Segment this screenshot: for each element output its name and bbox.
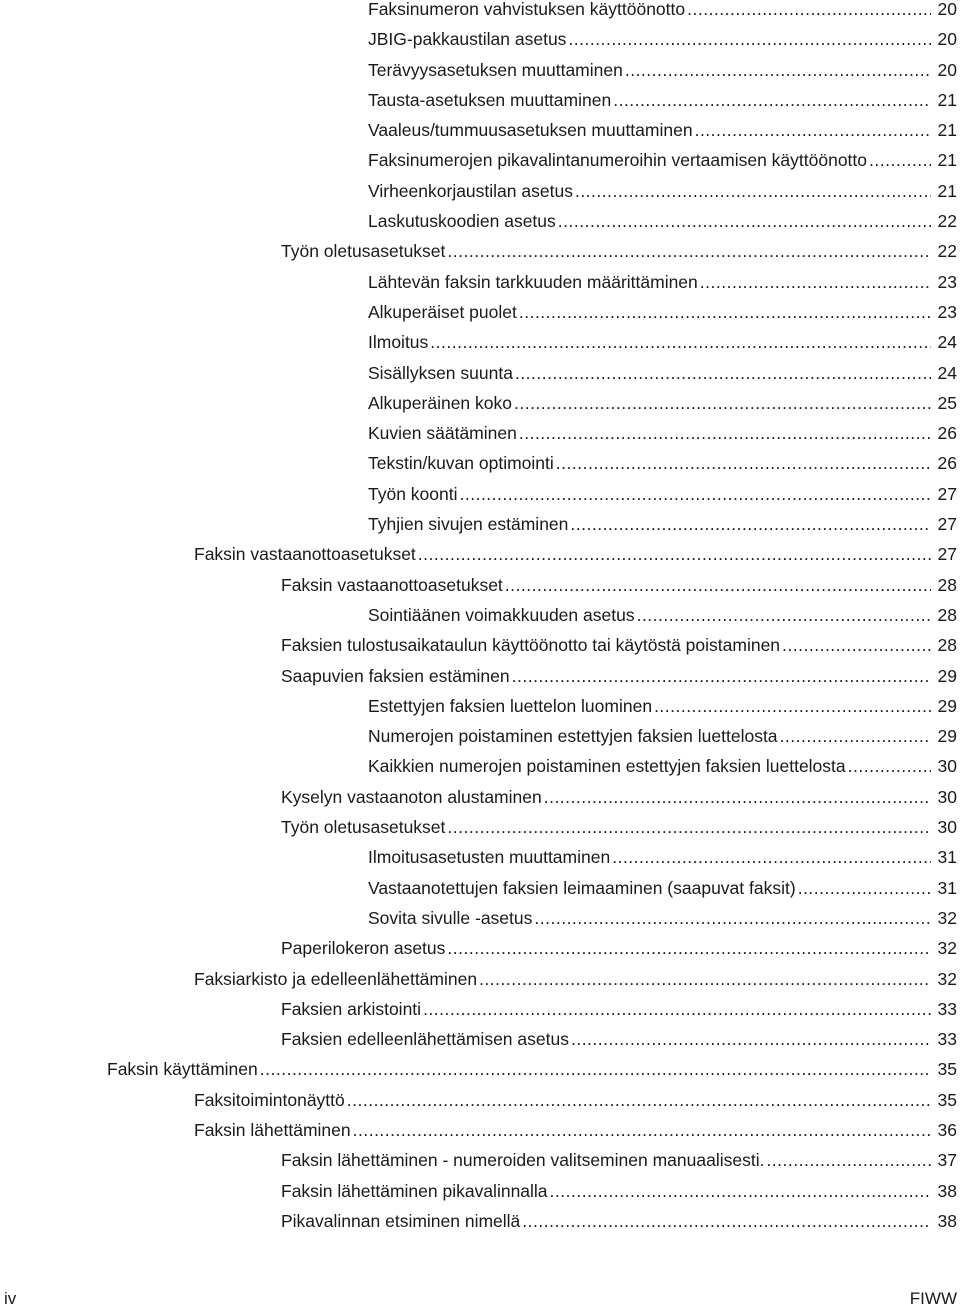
toc-entry[interactable] xyxy=(0,24,960,54)
toc-dot-leader xyxy=(430,327,931,357)
toc-entry[interactable] xyxy=(0,479,960,509)
toc-entry-title: Lähtevän faksin tarkkuuden määrittäminen xyxy=(368,271,698,292)
toc-entry-title: Faksin vastaanottoasetukset xyxy=(281,574,503,595)
toc-dot-leader xyxy=(423,994,931,1024)
toc-entry-page: 31 xyxy=(937,847,957,868)
toc-dot-leader xyxy=(571,1024,931,1054)
toc-entry-page: 37 xyxy=(937,1150,957,1171)
toc-entry[interactable] xyxy=(0,327,960,357)
toc-entry-page: 20 xyxy=(937,0,957,19)
toc-entry[interactable] xyxy=(0,903,960,933)
toc-dot-leader xyxy=(637,600,931,630)
toc-entry-page: 25 xyxy=(937,392,957,413)
toc-entry-title: Sointiäänen voimakkuuden asetus xyxy=(368,604,635,625)
toc-entry-title: Faksien arkistointi xyxy=(281,998,422,1019)
toc-entry[interactable] xyxy=(0,933,960,963)
toc-entry[interactable] xyxy=(0,812,960,842)
toc-dot-leader xyxy=(613,85,931,115)
toc-entry-page: 36 xyxy=(937,1119,957,1140)
toc-dot-leader xyxy=(353,1115,931,1145)
toc-dot-leader xyxy=(848,751,931,781)
toc-entry-title: Tyhjien sivujen estäminen xyxy=(368,514,569,535)
toc-entry[interactable] xyxy=(0,539,960,569)
toc-entry-page: 33 xyxy=(937,998,957,1019)
toc-entry-title: Alkuperäiset puolet xyxy=(368,301,517,322)
toc-entry[interactable] xyxy=(0,115,960,145)
toc-entry-page: 27 xyxy=(937,483,957,504)
toc-entry-page: 23 xyxy=(937,301,957,322)
toc-entry-title: Faksin lähettäminen xyxy=(194,1119,351,1140)
toc-entry-page: 24 xyxy=(937,362,957,383)
toc-dot-leader xyxy=(625,55,931,85)
toc-dot-leader xyxy=(654,691,931,721)
toc-dot-leader xyxy=(534,903,931,933)
toc-entry[interactable] xyxy=(0,751,960,781)
toc-dot-leader xyxy=(575,176,931,206)
toc-entry-title: Faksitoimintonäyttö xyxy=(194,1089,345,1110)
toc-dot-leader xyxy=(447,933,931,963)
toc-entry-page: 21 xyxy=(937,89,957,110)
footer-page-number: iv xyxy=(4,1289,17,1308)
toc-entry-title: Sovita sivulle -asetus xyxy=(368,907,533,928)
toc-entry-page: 27 xyxy=(937,514,957,535)
toc-entry[interactable] xyxy=(0,1176,960,1206)
toc-entry[interactable] xyxy=(0,630,960,660)
toc-entry[interactable] xyxy=(0,1024,960,1054)
toc-entry-title: Vaaleus/tummuusasetuksen muuttaminen xyxy=(368,120,693,141)
toc-entry-title: Estettyjen faksien luettelon luominen xyxy=(368,695,653,716)
toc-entry-title: Faksin lähettäminen pikavalinnalla xyxy=(281,1180,548,1201)
toc-dot-leader xyxy=(687,0,931,24)
toc-entry-page: 20 xyxy=(937,29,957,50)
toc-entry[interactable] xyxy=(0,358,960,388)
toc-entry-page: 28 xyxy=(937,635,957,656)
toc-entry[interactable] xyxy=(0,661,960,691)
toc-entry[interactable] xyxy=(0,297,960,327)
toc-entry-page: 30 xyxy=(937,756,957,777)
toc-dot-leader xyxy=(556,448,931,478)
toc-entry-page: 30 xyxy=(937,817,957,838)
toc-entry-page: 35 xyxy=(937,1089,957,1110)
toc-dot-leader xyxy=(568,24,931,54)
toc-entry-title: Faksin käyttäminen xyxy=(107,1059,258,1080)
toc-entry[interactable] xyxy=(0,994,960,1024)
toc-entry-page: 30 xyxy=(937,786,957,807)
toc-entry-page: 29 xyxy=(937,726,957,747)
toc-dot-leader xyxy=(447,812,931,842)
toc-entry[interactable] xyxy=(0,509,960,539)
toc-dot-leader xyxy=(260,1054,931,1084)
toc-dot-leader xyxy=(700,267,931,297)
toc-entry-title: Faksiarkisto ja edelleenlähettäminen xyxy=(194,968,478,989)
toc-entry-page: 35 xyxy=(937,1059,957,1080)
toc-entry[interactable] xyxy=(0,1206,960,1236)
toc-entry[interactable] xyxy=(0,448,960,478)
toc-dot-leader xyxy=(550,1176,931,1206)
toc-entry-page: 32 xyxy=(937,938,957,959)
toc-entry-page: 22 xyxy=(937,211,957,232)
toc-entry-page: 28 xyxy=(937,604,957,625)
toc-entry-title: Pikavalinnan etsiminen nimellä xyxy=(281,1210,521,1231)
toc-dot-leader xyxy=(695,115,931,145)
toc-dot-leader xyxy=(418,539,931,569)
toc-entry-page: 27 xyxy=(937,544,957,565)
toc-entry-page: 28 xyxy=(937,574,957,595)
toc-entry-title: Faksien edelleenlähettämisen asetus xyxy=(281,1029,569,1050)
toc-dot-leader xyxy=(558,206,931,236)
toc-entry-title: Paperilokeron asetus xyxy=(281,938,446,959)
toc-entry-page: 38 xyxy=(937,1210,957,1231)
toc-entry-page: 21 xyxy=(937,120,957,141)
toc-entry[interactable] xyxy=(0,267,960,297)
footer-doc-code: FIWW xyxy=(909,1289,957,1308)
toc-entry-page: 20 xyxy=(937,59,957,80)
toc-entry[interactable] xyxy=(0,1085,960,1115)
toc-entry[interactable] xyxy=(0,85,960,115)
toc-entry[interactable] xyxy=(0,0,960,24)
toc-entry-title: Faksin lähettäminen - numeroiden valitseminen manuaalisesti. xyxy=(281,1150,765,1171)
toc-entry-page: 21 xyxy=(937,150,957,171)
toc-entry-page: 22 xyxy=(937,241,957,262)
toc-entry-title: Kuvien säätäminen xyxy=(368,423,517,444)
toc-entry[interactable] xyxy=(0,145,960,175)
toc-entry[interactable] xyxy=(0,176,960,206)
toc-entry-title: Alkuperäinen koko xyxy=(368,392,512,413)
toc-entry-title: Laskutuskoodien asetus xyxy=(368,211,556,232)
toc-entry[interactable] xyxy=(0,600,960,630)
toc-entry[interactable] xyxy=(0,1054,960,1084)
toc-entry[interactable] xyxy=(0,236,960,266)
toc-entry-title: Vastaanotettujen faksien leimaaminen (saapuvat faksit) xyxy=(368,877,796,898)
toc-dot-leader xyxy=(780,721,931,751)
toc-entry[interactable] xyxy=(0,1145,960,1175)
toc-entry-page: 38 xyxy=(937,1180,957,1201)
toc-entry-title: Kaikkien numerojen poistaminen estettyjen faksien luettelosta xyxy=(368,756,846,777)
toc-dot-leader xyxy=(479,964,931,994)
toc-entry[interactable] xyxy=(0,721,960,751)
toc-dot-leader xyxy=(869,145,931,175)
toc-entry-title: Ilmoitusasetusten muuttaminen xyxy=(368,847,611,868)
toc-entry-page: 33 xyxy=(937,1029,957,1050)
toc-entry[interactable] xyxy=(0,842,960,872)
toc-dot-leader xyxy=(522,1206,931,1236)
toc-entry-page: 26 xyxy=(937,453,957,474)
toc-entry-page: 24 xyxy=(937,332,957,353)
toc-entry[interactable] xyxy=(0,418,960,448)
toc-entry-title: Faksinumeron vahvistuksen käyttöönotto xyxy=(368,0,686,19)
toc-entry[interactable] xyxy=(0,1115,960,1145)
toc-entry-page: 32 xyxy=(937,968,957,989)
toc-dot-leader xyxy=(460,479,932,509)
toc-entry[interactable] xyxy=(0,964,960,994)
toc-entry-title: JBIG-pakkaustilan asetus xyxy=(368,29,567,50)
toc-dot-leader xyxy=(782,630,931,660)
toc-dot-leader xyxy=(544,782,931,812)
toc-entry-title: Tekstin/kuvan optimointi xyxy=(368,453,554,474)
toc-entry-page: 32 xyxy=(937,907,957,928)
toc-dot-leader xyxy=(514,388,931,418)
toc-entry-title: Numerojen poistaminen estettyjen faksien luettelosta xyxy=(368,726,778,747)
toc-entry-page: 21 xyxy=(937,180,957,201)
toc-entry-title: Työn oletusasetukset xyxy=(281,241,446,262)
toc-entry-title: Saapuvien faksien estäminen xyxy=(281,665,510,686)
toc-dot-leader xyxy=(766,1145,931,1175)
toc-dot-leader xyxy=(570,509,931,539)
toc-entry-title: Sisällyksen suunta xyxy=(368,362,513,383)
toc-entry-page: 23 xyxy=(937,271,957,292)
toc-entry-title: Työn koonti xyxy=(368,483,458,504)
toc-dot-leader xyxy=(347,1085,931,1115)
toc-entry-title: Terävyysasetuksen muuttaminen xyxy=(368,59,623,80)
toc-dot-leader xyxy=(505,570,931,600)
toc-entry[interactable] xyxy=(0,570,960,600)
toc-entry-page: 26 xyxy=(937,423,957,444)
toc-entry[interactable] xyxy=(0,873,960,903)
toc-dot-leader xyxy=(512,661,931,691)
toc-entry-title: Ilmoitus xyxy=(368,332,429,353)
toc-entry[interactable] xyxy=(0,55,960,85)
toc-entry-title: Faksien tulostusaikataulun käyttöönotto tai käytöstä poistaminen xyxy=(281,635,781,656)
toc-dot-leader xyxy=(612,842,931,872)
toc-entry[interactable] xyxy=(0,206,960,236)
toc-entry-page: 29 xyxy=(937,695,957,716)
toc-entry[interactable] xyxy=(0,388,960,418)
toc-entry[interactable] xyxy=(0,782,960,812)
toc-entry-title: Faksinumerojen pikavalintanumeroihin vertaamisen käyttöönotto xyxy=(368,150,868,171)
toc-entry-title: Virheenkorjaustilan asetus xyxy=(368,180,573,201)
toc-entry[interactable] xyxy=(0,691,960,721)
toc-entry-title: Työn oletusasetukset xyxy=(281,817,446,838)
toc-dot-leader xyxy=(447,236,931,266)
toc-entry-page: 29 xyxy=(937,665,957,686)
toc-dot-leader xyxy=(519,297,931,327)
toc-dot-leader xyxy=(515,358,931,388)
toc-entry-page: 31 xyxy=(937,877,957,898)
toc-dot-leader xyxy=(519,418,931,448)
toc-entry-title: Kyselyn vastaanoton alustaminen xyxy=(281,786,542,807)
toc-dot-leader xyxy=(798,873,931,903)
toc-entry-title: Tausta-asetuksen muuttaminen xyxy=(368,89,612,110)
toc-entry-title: Faksin vastaanottoasetukset xyxy=(194,544,416,565)
